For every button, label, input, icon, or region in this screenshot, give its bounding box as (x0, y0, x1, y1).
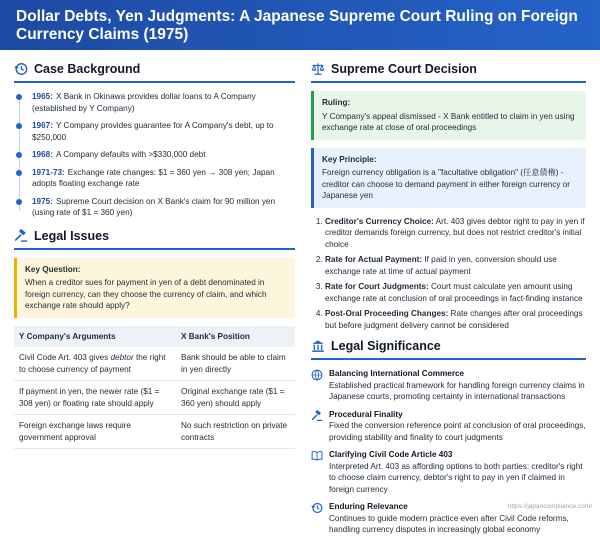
timeline-text: Y Company provides guarantee for A Company's debt, up to $250,000 (32, 121, 274, 142)
y-argument-text: Civil Code Art. 403 gives (19, 353, 111, 362)
decision-steps (311, 216, 586, 332)
list-item (325, 216, 586, 251)
significance-item-text: Established practical framework for handling foreign currency claims in Japanese courts, promoting certainty in international transactions (328, 380, 585, 401)
timeline-text: X Bank in Okinawa provides dollar loans to A Company (established by Y Company) (32, 92, 256, 113)
x-position-cell: No such restriction on private contracts (176, 415, 295, 449)
arguments-table (14, 326, 295, 450)
y-argument-text: the right to choose currency of payment (19, 353, 166, 374)
significance-item (311, 409, 586, 444)
key-question-callout (14, 258, 295, 318)
step-text: If paid in yen, conversion should use exchange rate at time of actual payment (324, 255, 557, 276)
timeline-year: 1975: (32, 196, 53, 206)
step-text: Rate changes after oral proceedings but before judgment delivery cannot be considered (324, 309, 583, 330)
significance-item-title: Clarifying Civil Code Article 403 (328, 450, 453, 459)
book-icon (311, 450, 323, 462)
step-text: Art. 403 gives debtor right to pay in yen if creditor demands foreign currency, but does not restrict creditor's initial choice (324, 216, 585, 249)
y-argument-cell (14, 347, 176, 381)
x-bank-header: X Bank's Position (176, 326, 295, 348)
x-position-cell: Original exchange rate ($1 = 360 yen) should apply (176, 381, 295, 415)
timeline-item (32, 120, 295, 143)
timeline-item (32, 167, 295, 190)
case-background-heading (14, 62, 295, 83)
gavel-icon (311, 410, 323, 422)
timeline-dot (16, 152, 22, 158)
significance-item-text: Interpreted Art. 403 as affording options to both parties: creditor's right to choose claim currency, debtor's right to pay in yen if claimed in foreign currency (328, 461, 583, 494)
y-argument-cell: If payment in yen, the newer rate ($1 = 308 yen) or floating rate should apply (14, 381, 176, 415)
significance-item (311, 368, 586, 403)
key-question-text: When a creditor sues for payment in yen of a debt denominated in foreign currency, can they choose the currency of claim, and which exchange rate should apply? (25, 278, 267, 310)
step-label: Rate for Actual Payment: (324, 255, 423, 264)
timeline-year: 1971-73: (32, 167, 65, 177)
decision-title: Supreme Court Decision (330, 62, 477, 76)
timeline-dot (16, 199, 22, 205)
timeline-year: 1968: (32, 150, 53, 159)
step-label: Rate for Court Judgments: (324, 282, 429, 291)
list-item (325, 254, 586, 277)
timeline-text: A Company defaults with >$330,000 debt (55, 150, 206, 159)
balance-icon (311, 369, 323, 381)
gavel-icon (14, 229, 28, 243)
timeline-item (32, 196, 295, 219)
ruling-callout (311, 91, 586, 140)
timeline-item (32, 149, 295, 161)
timeline-year: 1965: (32, 92, 53, 101)
history-icon (14, 62, 28, 76)
ruling-label: Ruling: (321, 98, 351, 107)
significance-item (311, 449, 586, 495)
table-row (14, 347, 295, 381)
significance-item-text: Fixed the conversion reference point at conclusion of oral proceedings, providing stability and finality to court judgments (328, 421, 586, 442)
list-item (325, 281, 586, 304)
decision-heading (311, 62, 586, 83)
timeline-year: 1967: (32, 121, 53, 130)
x-position-cell: Bank should be able to claim in yen directly (176, 347, 295, 381)
principle-text: Foreign currency obligation is a "facultative obligation" (任意債権) - creditor can choose to demand payment in either foreign currency or Japanese yen (321, 168, 571, 200)
timeline-text: Exchange rate changes: $1 = 360 yen → 308 yen; Japan adopts floating exchange rate (32, 167, 275, 188)
timeline-text: Supreme Court decision on X Bank's claim for 90 million yen (using rate of $1 = 360 yen) (32, 196, 276, 217)
significance-item-text: Continues to guide modern practice even after Civil Code reforms, handling currency disputes in increasingly global economy (328, 513, 569, 534)
list-item (325, 308, 586, 331)
timeline-item (32, 91, 295, 114)
timeline-dot (16, 94, 22, 100)
significance-heading (311, 339, 586, 360)
y-company-header: Y Company's Arguments (14, 326, 176, 348)
history-icon (311, 502, 323, 514)
ruling-text: Y Company's appeal dismissed - X Bank entitled to claim in yen using exchange rate at close of oral proceedings (321, 111, 575, 132)
significance-item-title: Procedural Finality (328, 409, 403, 419)
timeline-dot (16, 123, 22, 129)
significance-item-title: Enduring Relevance (328, 502, 408, 511)
table-row (14, 415, 295, 449)
y-argument-cell: Foreign exchange laws require government approval (14, 415, 176, 449)
step-text: Court must calculate yen amount using exchange rate at conclusion of oral proceedings in fact-finding instance (324, 282, 583, 303)
y-argument-emphasis: debtor (110, 353, 134, 362)
page-title: Dollar Debts, Yen Judgments: A Japanese Supreme Court Ruling on Foreign Currency Claims (1975) (16, 8, 578, 43)
timeline-dot (16, 170, 22, 176)
footer-url: https://japancompliance.com/ (507, 503, 592, 510)
principle-label: Key Principle: (321, 154, 377, 164)
page-header (0, 0, 600, 50)
left-column (14, 62, 295, 542)
landmark-icon (311, 339, 325, 353)
step-label: Creditor's Currency Choice: (324, 216, 434, 226)
legal-issues-heading (14, 229, 295, 250)
right-column (311, 62, 586, 542)
table-row (14, 381, 295, 415)
legal-issues-title: Legal Issues (34, 228, 110, 243)
key-question-label: Key Question: (25, 264, 81, 274)
table-header-row (14, 326, 295, 348)
principle-callout (311, 148, 586, 208)
timeline (14, 91, 295, 219)
significance-item-title: Balancing International Commerce (328, 369, 465, 378)
case-background-title: Case Background (34, 62, 141, 76)
step-label: Post-Oral Proceeding Changes: (324, 309, 449, 318)
scales-icon (311, 62, 325, 76)
significance-title: Legal Significance (330, 339, 441, 353)
